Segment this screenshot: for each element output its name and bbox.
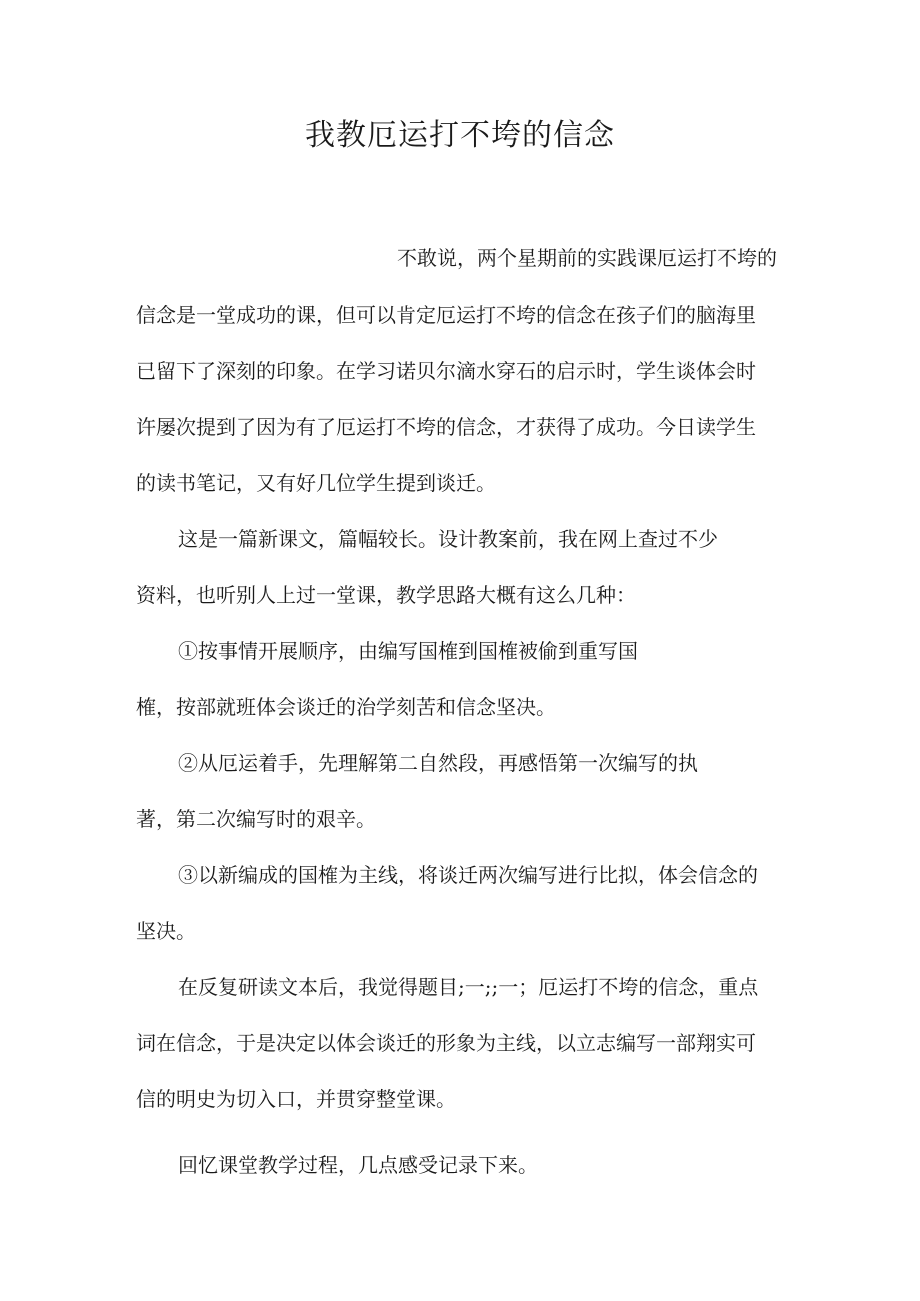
paragraph-line: 的读书笔记，又有好几位学生提到谈迁。 [136, 471, 496, 495]
list-item-line: 坚决。 [136, 919, 196, 943]
list-item-line: ③以新编成的国榷为主线，将谈迁两次编写进行比拟，体会信念的 [178, 863, 758, 887]
paragraph-line: 在反复研读文本后，我觉得题目;一;;一；厄运打不垮的信念，重点 [178, 975, 759, 999]
paragraph-line: 已留下了深刻的印象。在学习诺贝尔滴水穿石的启示时，学生谈体会时 [136, 359, 756, 383]
paragraph-line: 许屡次提到了因为有了厄运打不垮的信念，才获得了成功。今日读学生 [136, 415, 756, 439]
paragraph-line: 回忆课堂教学过程，几点感受记录下来。 [178, 1153, 538, 1177]
list-item-line: 榷，按部就班体会谈迁的治学刻苦和信念坚决。 [136, 695, 556, 719]
paragraph-line: 不敢说，两个星期前的实践课厄运打不垮的 [397, 246, 777, 270]
paragraph-line: 信念是一堂成功的课，但可以肯定厄运打不垮的信念在孩子们的脑海里 [136, 303, 756, 327]
paragraph-line: 词在信念，于是决定以体会谈迁的形象为主线，以立志编写一部翔实可 [136, 1031, 756, 1055]
paragraph-line: 信的明史为切入口，并贯穿整堂课。 [136, 1087, 456, 1111]
list-item-line: ①按事情开展顺序，由编写国榷到国榷被偷到重写国 [178, 639, 638, 663]
list-item-line: 著，第二次编写时的艰辛。 [136, 807, 376, 831]
paragraph-line: 这是一篇新课文，篇幅较长。设计教案前，我在网上查过不少 [178, 527, 718, 551]
document-title: 我教厄运打不垮的信念 [305, 118, 615, 153]
list-item-line: ②从厄运着手，先理解第二自然段，再感悟第一次编写的执 [178, 751, 698, 775]
paragraph-line: 资料，也听别人上过一堂课，教学思路大概有这么几种： [136, 583, 636, 607]
